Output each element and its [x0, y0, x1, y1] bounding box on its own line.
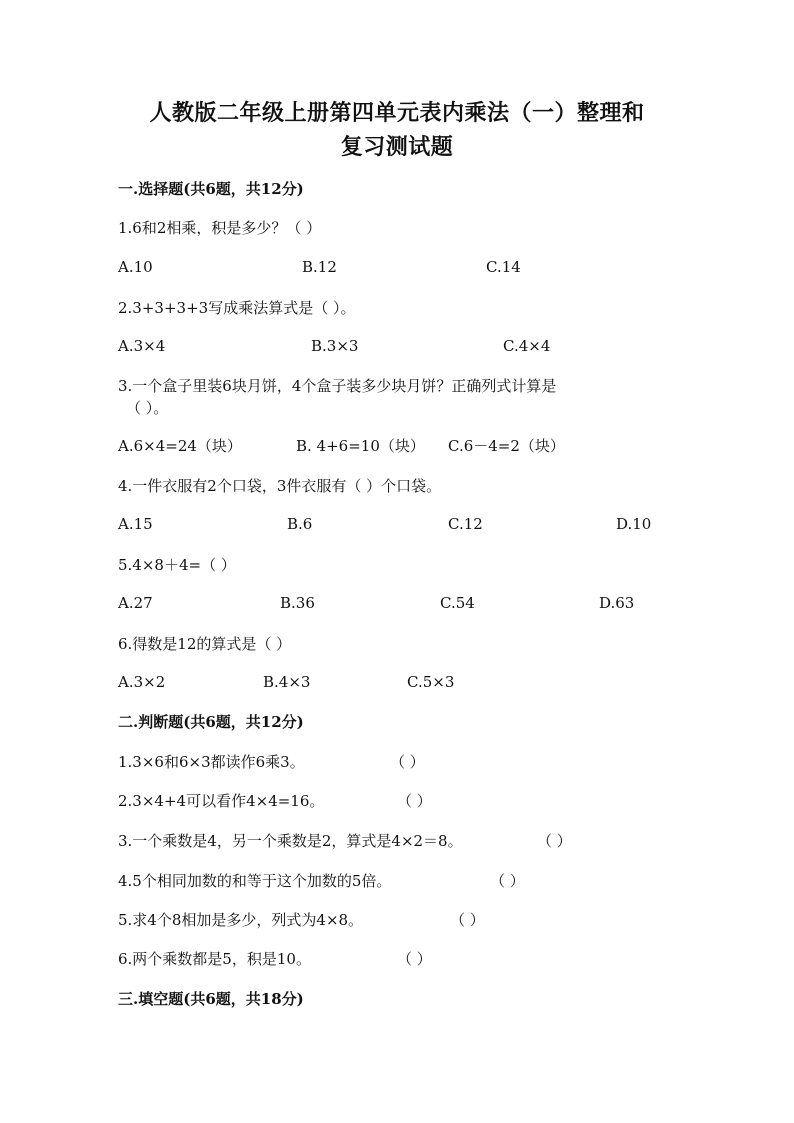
- choice-3-option-a: A.6×4=24（块）: [118, 437, 242, 455]
- choice-1-option-c: C.14: [486, 258, 521, 276]
- choice-4-option-c: C.12: [448, 515, 483, 533]
- choice-6-option-b: B.4×3: [263, 673, 311, 691]
- judge-3-answer-blank: （ ）: [537, 832, 572, 850]
- choice-2-option-c: C.4×4: [503, 337, 551, 355]
- choice-question-1: 1.6和2相乘，积是多少？（ ）: [118, 219, 322, 237]
- section-heading-fill: 三.填空题(共6题，共18分): [118, 990, 304, 1008]
- choice-1-option-b: B.12: [302, 258, 337, 276]
- judge-question-4: 4.5个相同加数的和等于这个加数的5倍。: [118, 872, 392, 890]
- choice-4-option-a: A.15: [118, 515, 153, 533]
- choice-question-4: 4.一件衣服有2个口袋，3件衣服有（ ）个口袋。: [118, 477, 442, 495]
- choice-1-option-a: A.10: [118, 258, 153, 276]
- judge-question-5: 5.求4个8相加是多少，列式为4×8。: [118, 911, 364, 929]
- choice-5-option-d: D.63: [599, 594, 635, 612]
- judge-question-2: 2.3×4+4可以看作4×4=16。: [118, 792, 325, 810]
- choice-5-option-b: B.36: [280, 594, 315, 612]
- choice-2-option-b: B.3×3: [311, 337, 359, 355]
- judge-question-3: 3.一个乘数是4，另一个乘数是2，算式是4×2＝8。: [118, 832, 463, 850]
- choice-3-option-c: C.6－4=2（块）: [448, 437, 565, 455]
- judge-6-answer-blank: （ ）: [397, 950, 432, 968]
- judge-question-1: 1.3×6和6×3都读作6乘3。: [118, 753, 305, 771]
- choice-5-option-c: C.54: [440, 594, 475, 612]
- section-heading-judge: 二.判断题(共6题，共12分): [118, 713, 304, 731]
- choice-6-option-c: C.5×3: [407, 673, 455, 691]
- judge-question-6: 6.两个乘数都是5，积是10。: [118, 950, 311, 968]
- judge-1-answer-blank: （ ）: [390, 753, 425, 771]
- choice-5-option-a: A.27: [118, 594, 153, 612]
- choice-2-option-a: A.3×4: [118, 337, 166, 355]
- choice-4-option-d: D.10: [616, 515, 652, 533]
- choice-question-6: 6.得数是12的算式是（ ）: [118, 635, 292, 653]
- choice-question-3-line2: （ ）。: [126, 399, 169, 417]
- choice-question-3-line1: 3.一个盒子里装6块月饼，4个盒子装多少块月饼？正确列式计算是: [118, 377, 557, 395]
- section-heading-choice: 一.选择题(共6题，共12分): [118, 180, 304, 198]
- choice-4-option-b: B.6: [287, 515, 313, 533]
- choice-question-5: 5.4×8＋4=（ ）: [118, 556, 236, 574]
- page-title-line1: 人教版二年级上册第四单元表内乘法（一）整理和: [149, 100, 645, 126]
- judge-2-answer-blank: （ ）: [397, 792, 432, 810]
- judge-4-answer-blank: （ ）: [490, 872, 525, 890]
- choice-6-option-a: A.3×2: [118, 673, 166, 691]
- choice-question-2: 2.3+3+3+3写成乘法算式是（ ）。: [118, 299, 356, 317]
- choice-3-option-b: B. 4+6=10（块）: [296, 437, 425, 455]
- judge-5-answer-blank: （ ）: [450, 911, 485, 929]
- page-title-line2: 复习测试题: [340, 134, 454, 160]
